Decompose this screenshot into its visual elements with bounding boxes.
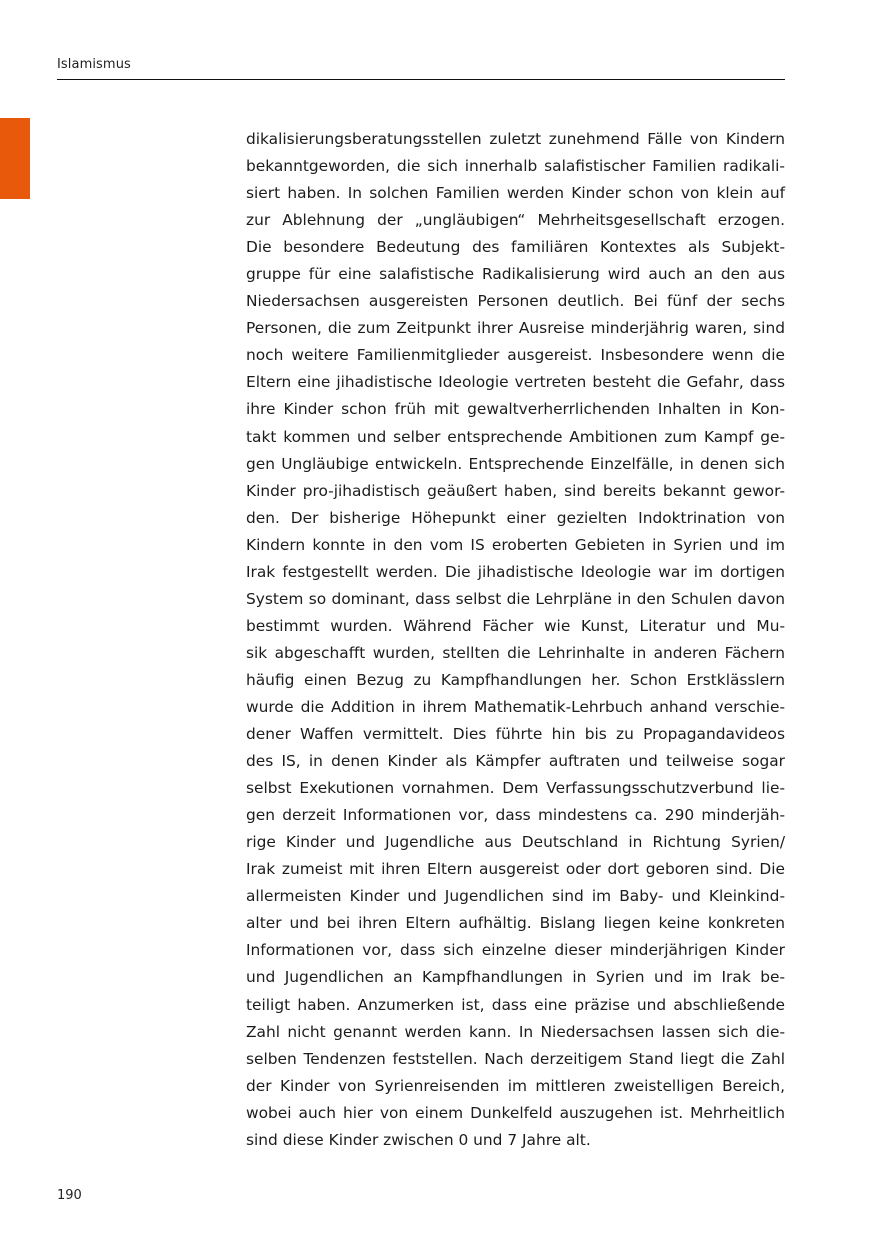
text-line: den. Der bisherige Höhepunkt einer gezielten Indoktrination von bbox=[246, 508, 785, 527]
text-line: sik abgeschafft wurden, stellten die Lehrinhalte in anderen Fächern bbox=[246, 643, 785, 662]
text-line: bestimmt wurden. Während Fächer wie Kunst, Literatur und Mu- bbox=[246, 616, 785, 635]
text-line: Niedersachsen ausgereisten Personen deutlich. Bei fünf der sechs bbox=[246, 292, 785, 311]
text-line: takt kommen und selber entsprechende Ambitionen zum Kampf ge- bbox=[246, 427, 785, 446]
text-line: dikalisierungsberatungsstellen zuletzt zunehmend Fälle von Kindern bbox=[246, 130, 785, 148]
text-line: allermeisten Kinder und Jugendlichen sind im Baby- und Kleinkind- bbox=[246, 887, 785, 906]
section-color-tab bbox=[0, 118, 30, 199]
text-line: System so dominant, dass selbst die Lehrpläne in den Schulen davon bbox=[246, 589, 785, 608]
text-line: häufig einen Bezug zu Kampfhandlungen her. Schon Erstklässlern bbox=[246, 670, 785, 689]
text-line: des IS, in denen Kinder als Kämpfer auftraten und teilweise sogar bbox=[246, 752, 785, 771]
text-line: sind diese Kinder zwischen 0 und 7 Jahre alt. bbox=[246, 1130, 591, 1149]
text-line: bekanntgeworden, die sich innerhalb salafistischer Familien radikali- bbox=[246, 157, 785, 176]
text-line: gen Ungläubige entwickeln. Entsprechende Einzelfälle, in denen sich bbox=[246, 454, 785, 473]
text-line: selbst Exekutionen vornahmen. Dem Verfassungsschutzverbund lie- bbox=[246, 779, 785, 798]
text-line: wobei auch hier von einem Dunkelfeld auszugehen ist. Mehrheitlich bbox=[246, 1103, 785, 1122]
text-line: Eltern eine jihadistische Ideologie vertreten besteht die Gefahr, dass bbox=[246, 373, 785, 392]
text-line: noch weitere Familienmitglieder ausgereist. Insbesondere wenn die bbox=[246, 346, 785, 365]
page-number: 190 bbox=[57, 1188, 82, 1203]
text-line: siert haben. In solchen Familien werden Kinder schon von klein auf bbox=[246, 184, 785, 203]
text-line: Informationen vor, dass sich einzelne dieser minderjährigen Kinder bbox=[246, 941, 785, 960]
text-line: gruppe für eine salafistische Radikalisierung wird auch an den aus bbox=[246, 265, 785, 284]
text-line: selben Tendenzen feststellen. Nach derzeitigem Stand liegt die Zahl bbox=[246, 1049, 785, 1068]
text-line: Irak zumeist mit ihren Eltern ausgereist oder dort geboren sind. Die bbox=[246, 860, 785, 879]
running-header-title: Islamismus bbox=[57, 57, 131, 72]
text-line: Irak festgestellt werden. Die jihadistische Ideologie war im dortigen bbox=[246, 562, 785, 581]
text-line: ihre Kinder schon früh mit gewaltverherrlichenden Inhalten in Kon- bbox=[246, 400, 785, 419]
body-paragraph bbox=[246, 126, 785, 1154]
text-line: wurde die Addition in ihrem Mathematik-Lehrbuch anhand verschie- bbox=[246, 697, 785, 716]
text-line: rige Kinder und Jugendliche aus Deutschland in Richtung Syrien/ bbox=[246, 833, 785, 852]
header-rule bbox=[57, 79, 785, 80]
text-line: teiligt haben. Anzumerken ist, dass eine präzise und abschließende bbox=[246, 995, 785, 1014]
text-line: Kindern konnte in den vom IS eroberten Gebieten in Syrien und im bbox=[246, 535, 785, 554]
text-line: Personen, die zum Zeitpunkt ihrer Ausreise minderjährig waren, sind bbox=[246, 319, 785, 338]
text-line: zur Ablehnung der „ungläubigen“ Mehrheitsgesellschaft erzogen. bbox=[246, 211, 785, 230]
text-line: dener Waffen vermittelt. Dies führte hin bis zu Propagandavideos bbox=[246, 725, 785, 744]
text-line: und Jugendlichen an Kampfhandlungen in Syrien und im Irak be- bbox=[246, 968, 785, 987]
text-line: der Kinder von Syrienreisenden im mittleren zweistelligen Bereich, bbox=[246, 1076, 785, 1095]
text-line: gen derzeit Informationen vor, dass mindestens ca. 290 minderjäh- bbox=[246, 806, 785, 825]
text-line: Die besondere Bedeutung des familiären Kontextes als Subjekt- bbox=[246, 238, 785, 257]
text-line: alter und bei ihren Eltern aufhältig. Bislang liegen keine konkreten bbox=[246, 914, 785, 933]
text-line: Zahl nicht genannt werden kann. In Niedersachsen lassen sich die- bbox=[246, 1022, 785, 1041]
text-line: Kinder pro-jihadistisch geäußert haben, sind bereits bekannt gewor- bbox=[246, 481, 785, 500]
